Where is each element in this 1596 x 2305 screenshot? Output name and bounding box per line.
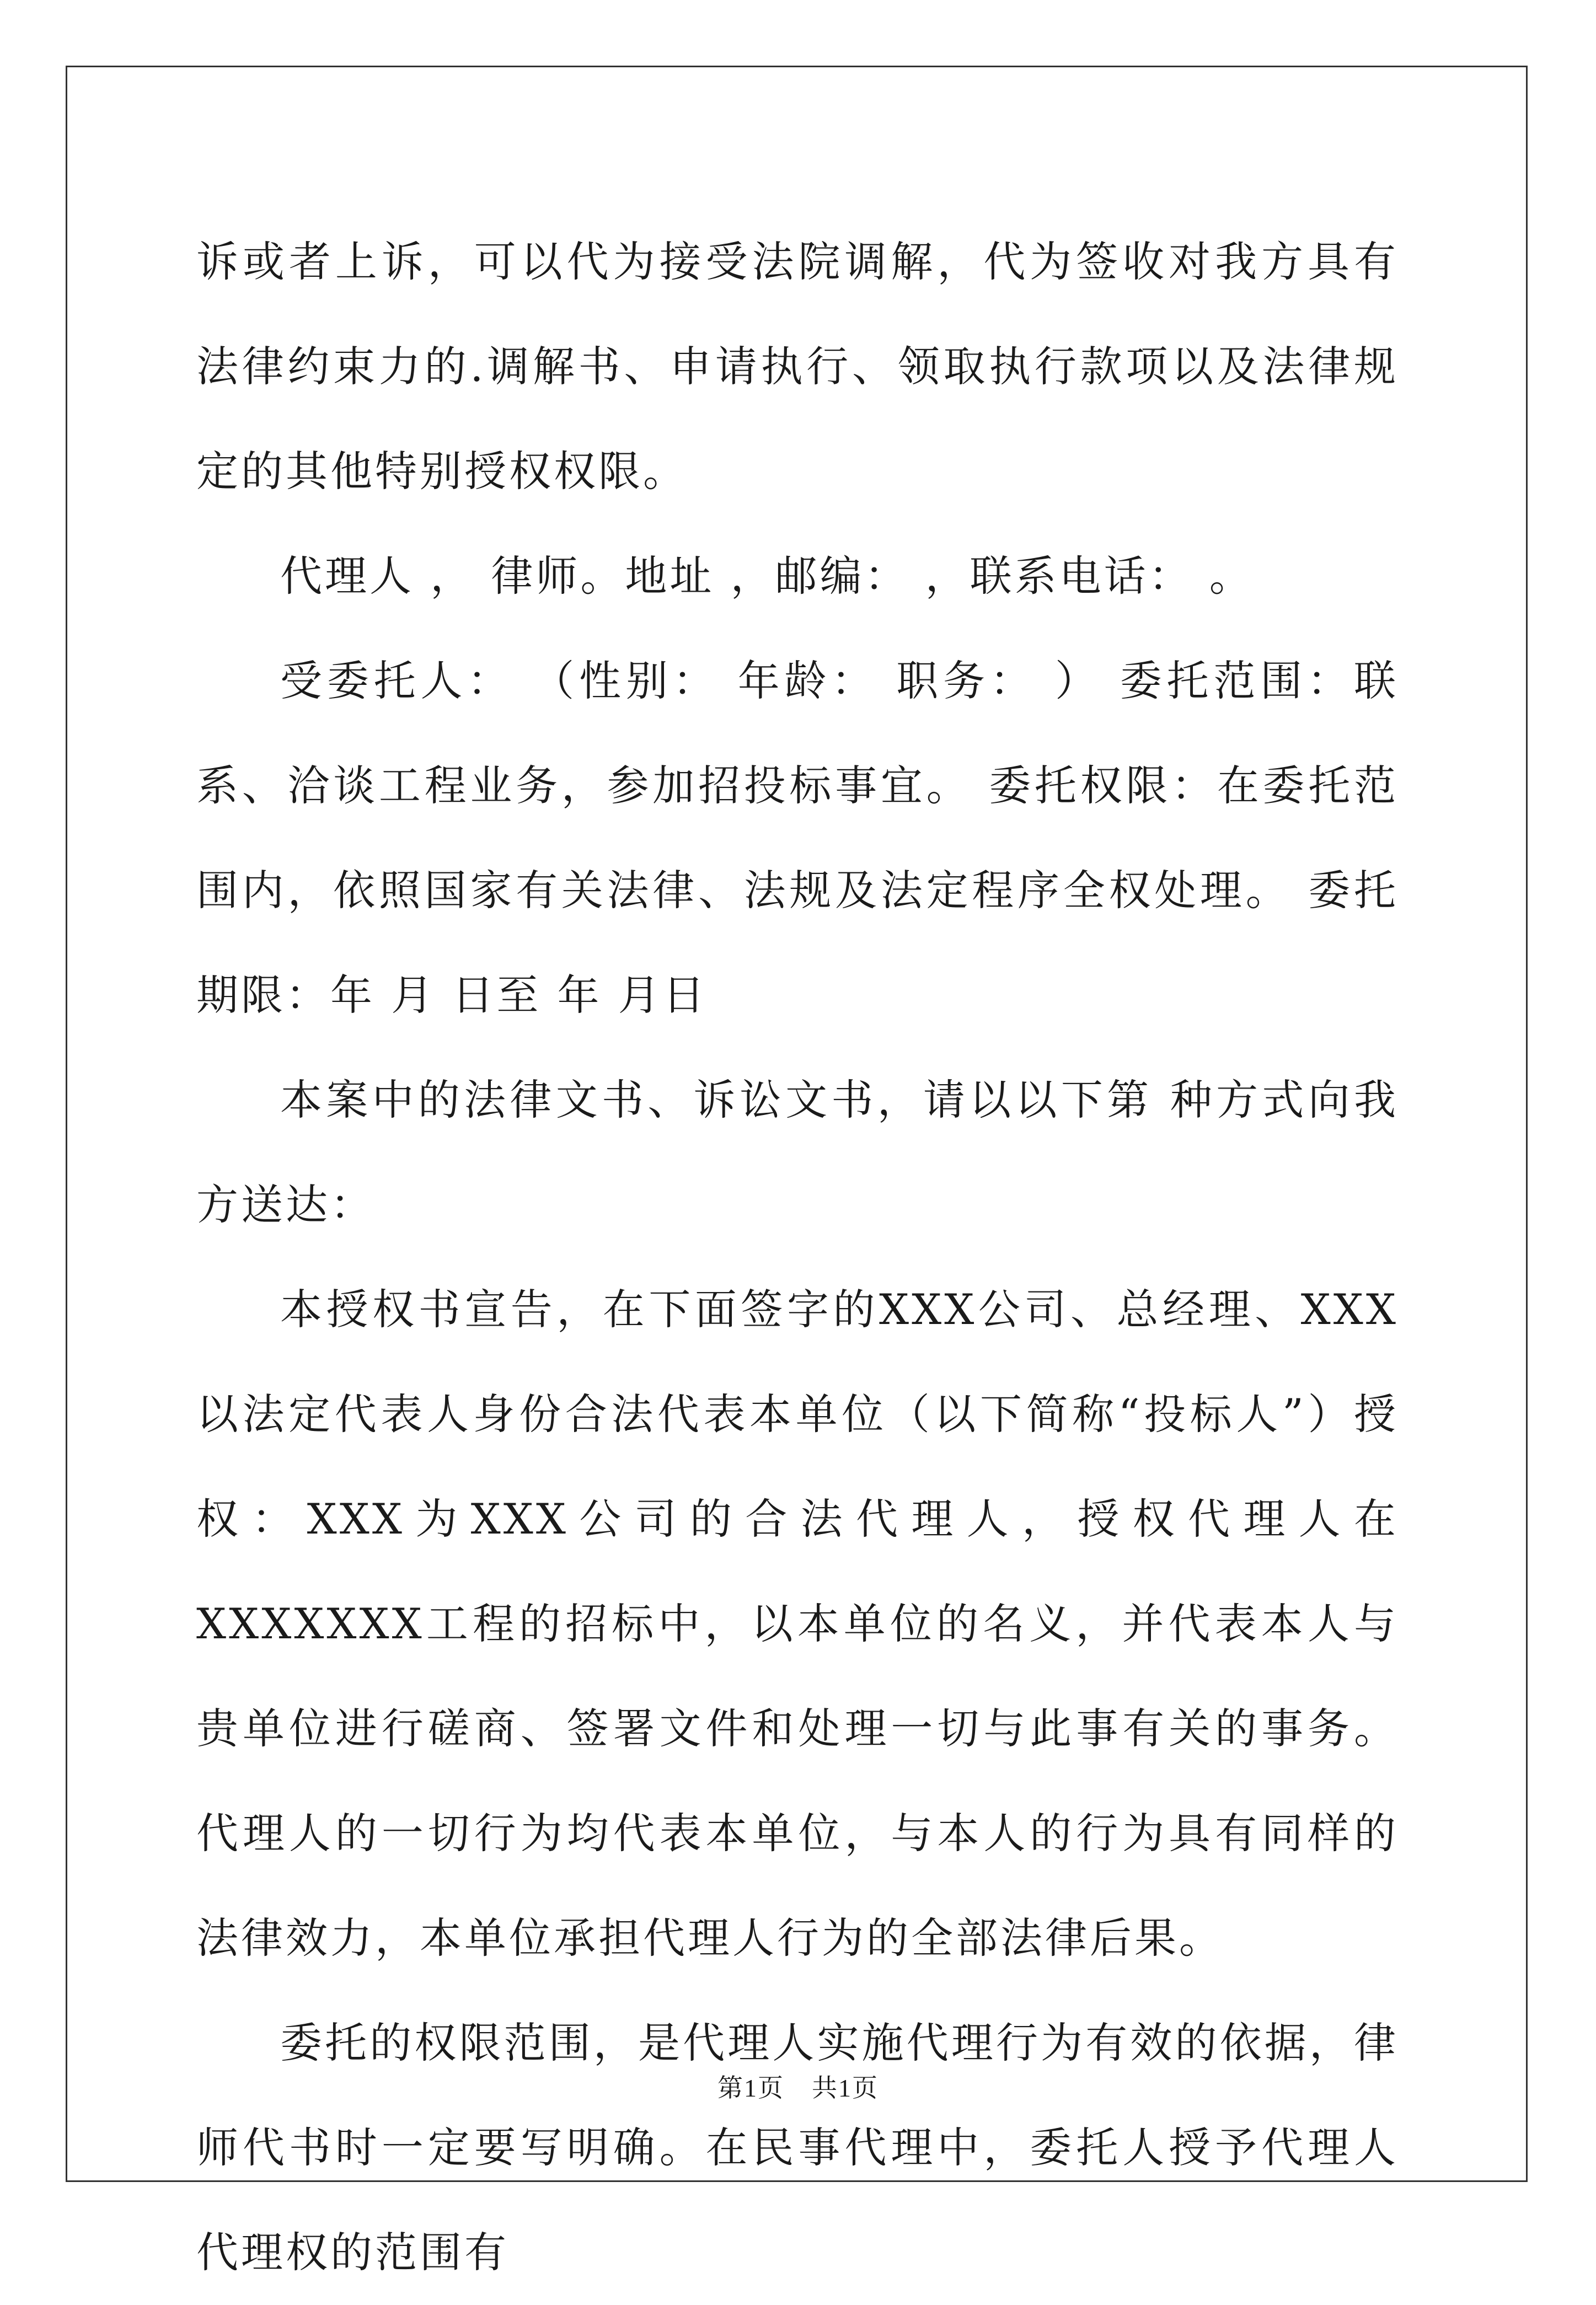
paragraph-agent-info: 代理人 ， 律师。地址 ，邮编： ，联系电话： 。 [280,551,1254,601]
paragraph-delivery-method: 本案中的法律文书、诉讼文书，请以以下第 种方式向我方送达： [196,1075,1399,1229]
page-number-total: 共1页 [812,2074,879,2102]
paragraph-continued-authority: 诉或者上诉，可以代为接受法院调解，代为签收对我方具有法律约束力的.调解书、申请执行、领取执行款项以及法律规定的其他特别授权权限。 [196,237,1399,496]
page-number-current: 第1页 [717,2074,784,2102]
paragraph-authorization-statement: 本授权书宣告，在下面签字的XXX公司、总经理、XXX以法定代表人身份合法代表本单位（以下简称“投标人”）授权：XXX为XXX公司的合法代理人，授权代理人在XXXXXXX工程的招标中，以本单位的名义，并代表本人与贵单位进行磋商、签署文件和处理一切与此事有关的事务。代理人的一切行为均代表本单位，与本人的行为具有同样的法律效力，本单位承担代理人行为的全部法律后果。 [196,1285,1399,1963]
paragraph-trustee-scope: 受委托人： （性别： 年龄： 职务： ） 委托范围：联系、洽谈工程业务，参加招投标事宜。 委托权限：在委托范围内，依照国家有关法律、法规及法定程序全权处理。 委托期限：年 月 日至 年 月日 [196,656,1399,1020]
paragraph-authority-range: 委托的权限范围，是代理人实施代理行为有效的依据，律师代书时一定要写明确。在民事代理中，委托人授予代理人代理权的范围有 [196,2018,1399,2277]
page-footer [0,2068,1596,2104]
document-body [196,210,1399,2305]
